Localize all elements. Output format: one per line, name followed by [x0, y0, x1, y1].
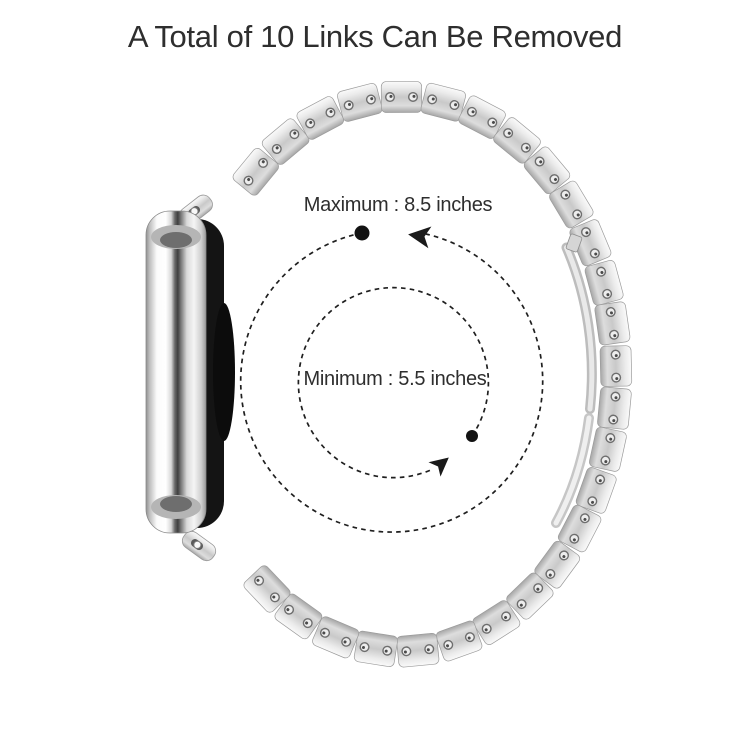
band-link [336, 82, 383, 122]
band-link [354, 630, 399, 667]
band-link [597, 387, 632, 430]
maximum-marker-dot [355, 226, 370, 241]
case-top-reflection [160, 232, 192, 248]
screen-bump [213, 303, 235, 441]
watch-case [146, 192, 235, 564]
band-link [594, 301, 630, 345]
band-link [588, 426, 627, 472]
band-link [381, 81, 422, 112]
bottom-connector [179, 528, 219, 564]
band-link [396, 633, 439, 668]
page-title: A Total of 10 Links Can Be Removed [127, 19, 623, 54]
case-bottom-reflection [160, 496, 192, 512]
minimum-marker-dot [466, 430, 478, 442]
maximum-size-label: Maximum : 8.5 inches [303, 194, 493, 216]
link-screw-center [412, 95, 415, 98]
maximum-arrow-icon [407, 223, 432, 248]
link-screw-center [389, 95, 392, 98]
minimum-size-label: Minimum : 5.5 inches [303, 368, 487, 390]
minimum-arrow-icon [428, 450, 454, 476]
case-silver-frame [146, 211, 206, 533]
band-link [584, 259, 624, 306]
band-link [600, 346, 632, 387]
